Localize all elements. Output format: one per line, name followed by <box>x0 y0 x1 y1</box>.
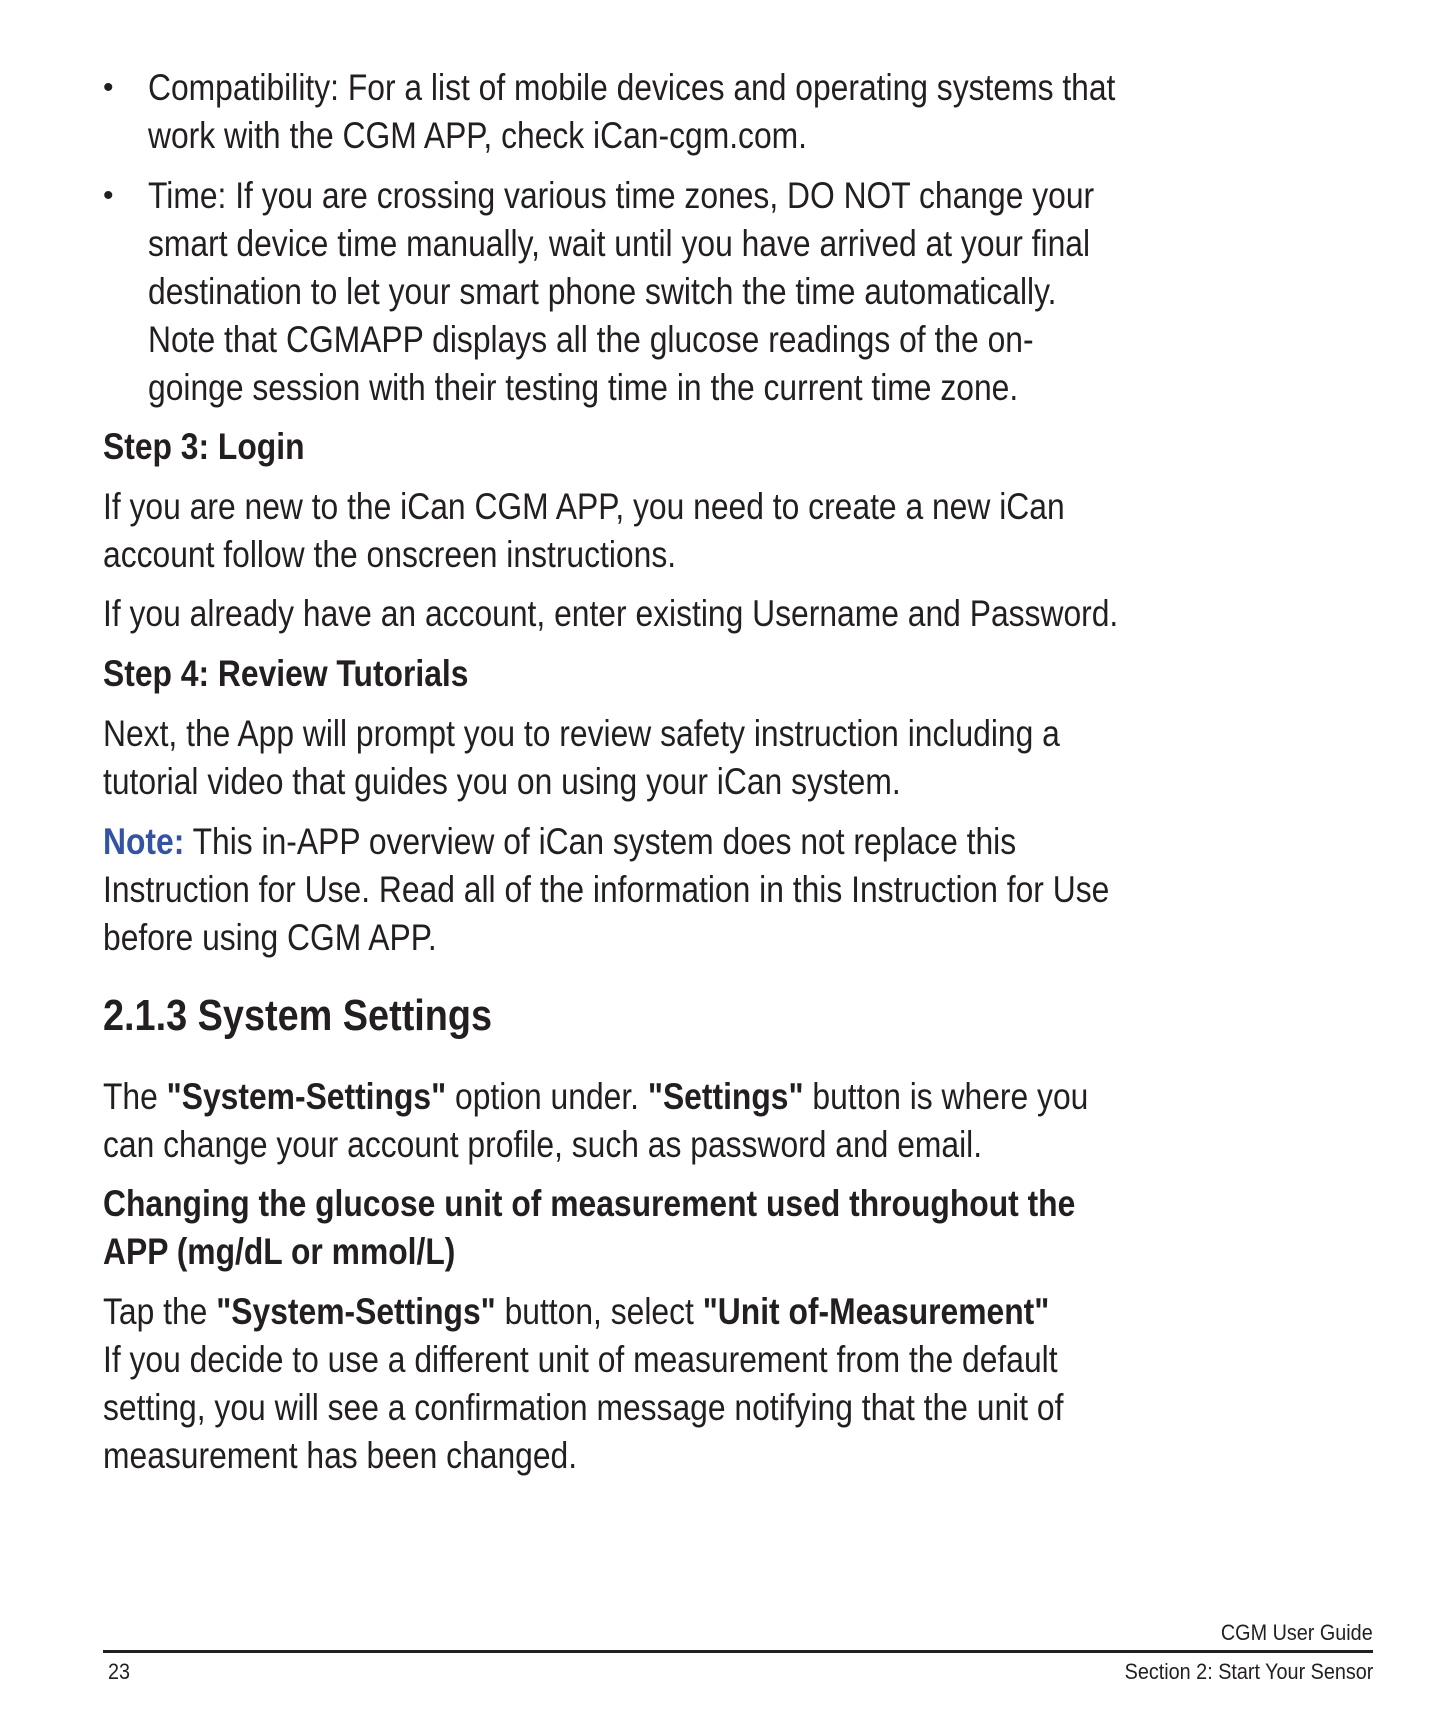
section-intro-line-1 <box>103 1075 1088 1119</box>
section-title: 2.1.3 System Settings <box>103 991 493 1040</box>
note-text: This in-APP overview of iCan system does not replace this <box>184 821 1017 862</box>
step4-para-line-1: Next, the App will prompt you to review safety instruction including a <box>103 713 1060 754</box>
note-line-1 <box>103 820 1016 864</box>
tap-text: Tap the <box>103 1291 217 1332</box>
tap-bold-system-settings: "System-Settings" <box>216 1291 496 1332</box>
note-label: Note: <box>103 821 185 862</box>
intro-text: button is where you <box>803 1076 1089 1117</box>
section-intro-line-2: can change your account profile, such as password and email. <box>103 1124 983 1165</box>
bullet-time-line-4: Note that CGMAPP displays all the glucose readings of the on- <box>148 319 1034 360</box>
section-para-line-3: measurement has been changed. <box>103 1435 578 1476</box>
bullet-time-line-5: goinge session with their testing time in the current time zone. <box>148 367 1019 408</box>
note-line-2: Instruction for Use. Read all of the information in this Instruction for Use <box>103 869 1110 910</box>
tap-instruction <box>103 1290 1049 1334</box>
bullet-icon: • <box>103 71 114 104</box>
intro-bold-settings: "Settings" <box>647 1076 804 1117</box>
step3-para2: If you already have an account, enter existing Username and Password. <box>103 593 1119 634</box>
bullet-compatibility-line-1: Compatibility: For a list of mobile devices and operating systems that <box>148 67 1116 108</box>
footer-section-label: Section 2: Start Your Sensor <box>1124 1659 1373 1684</box>
section-para-line-1: If you decide to use a different unit of measurement from the default <box>103 1339 1058 1380</box>
step3-para1-line-2: account follow the onscreen instructions. <box>103 534 677 575</box>
intro-text: The <box>103 1076 167 1117</box>
note-line-3: before using CGM APP. <box>103 917 437 958</box>
step3-heading: Step 3: Login <box>103 426 305 467</box>
step3-para1-line-1: If you are new to the iCan CGM APP, you need to create a new iCan <box>103 486 1065 527</box>
footer-divider <box>103 1650 1373 1653</box>
footer-guide-title: CGM User Guide <box>1221 1620 1373 1645</box>
intro-text: option under. <box>446 1076 648 1117</box>
subheading-line-2: APP (mg/dL or mmol/L) <box>103 1231 456 1272</box>
tap-bold-unit-of-measurement: "Unit of-Measurement" <box>702 1291 1050 1332</box>
bullet-time-line-3: destination to let your smart phone switch the time automatically. <box>148 271 1057 312</box>
bullet-icon: • <box>103 179 114 212</box>
footer-page-number: 23 <box>108 1659 131 1684</box>
bullet-time-line-2: smart device time manually, wait until you have arrived at your final <box>148 223 1091 264</box>
intro-bold-system-settings: "System-Settings" <box>166 1076 447 1117</box>
bullet-compatibility-line-2: work with the CGM APP, check iCan-cgm.com. <box>148 115 808 156</box>
step4-heading: Step 4: Review Tutorials <box>103 653 469 694</box>
bullet-time-line-1: Time: If you are crossing various time zones, DO NOT change your <box>148 175 1095 216</box>
subheading-line-1: Changing the glucose unit of measurement used throughout the <box>103 1183 1076 1224</box>
tap-text: button, select <box>495 1291 703 1332</box>
step4-para-line-2: tutorial video that guides you on using your iCan system. <box>103 761 901 802</box>
section-para-line-2: setting, you will see a confirmation message notifying that the unit of <box>103 1387 1064 1428</box>
